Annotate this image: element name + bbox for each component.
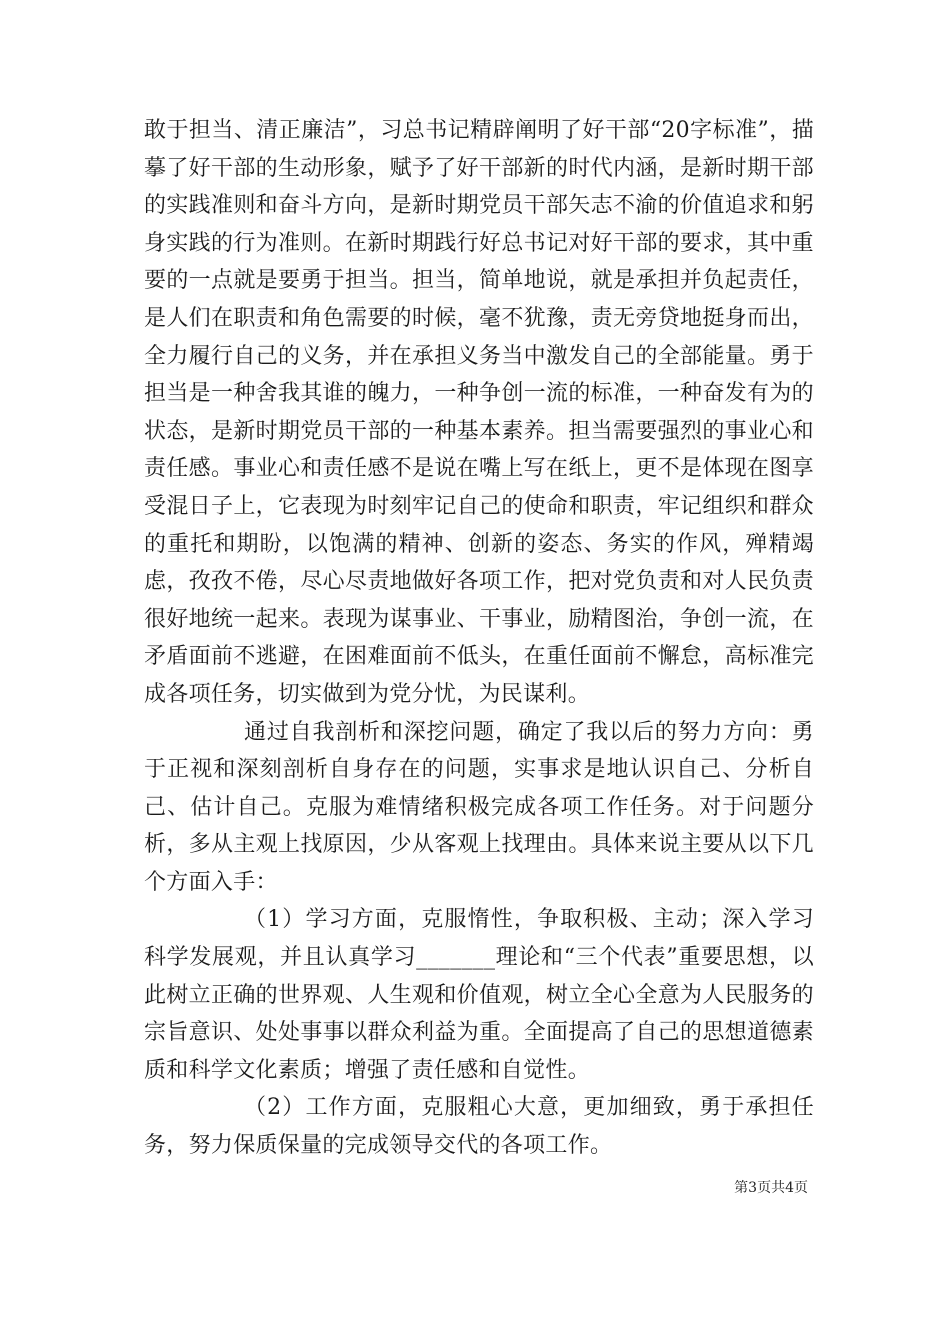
- paragraph-1: 敢于担当、清正廉洁”，习总书记精辟阐明了好干部“20字标准”，描摹了好干部的生动形象，赋予了好干部新的时代内涵，是新时期干部的实践准则和奋斗方向，是新时期党员干部矢志不渝的价值追求和躬身实践的行为准则。在新时期践行好总书记对好干部的要求，其中重要的一点就是要勇于担当。担当，简单地说，就是承担并负起责任，是人们在职责和角色需要的时候，毫不犹豫，责无旁贷地挺身而出，全力履行自己的义务，并在承担义务当中激发自己的全部能量。勇于担当是一种舍我其谁的魄力，一种争创一流的标准，一种奋发有为的状态，是新时期党员干部的一种基本素养。担当需要强烈的事业心和责任感。事业心和责任感不是说在嘴上写在纸上，更不是体现在图享受混日子上，它表现为时刻牢记自己的使命和职责，牢记组织和群众的重托和期盼，以饱满的精神、创新的姿态、务实的作风，殚精竭虑，孜孜不倦，尽心尽责地做好各项工作，把对党负责和对人民负责很好地统一起来。表现为谋事业、干事业，励精图治，争创一流，在矛盾面前不逃避，在困难面前不低头，在重任面前不懈怠，高标准完成各项任务，切实做到为党分忧，为民谋利。: [144, 118, 814, 707]
- page-number-footer: 第3页共4页: [734, 1180, 808, 1196]
- document-body: [144, 112, 814, 1165]
- paragraph-2: 通过自我剖析和深挖问题，确定了我以后的努力方向：勇于正视和深刻剖析自身存在的问题，实事求是地认识自己、分析自己、估计自己。克服为难情绪积极完成各项工作任务。对于问题分析，多从主观上找原因，少从客观上找理由。具体来说主要从以下几个方面入手：: [144, 719, 814, 895]
- paragraph-4: （2）工作方面，克服粗心大意，更加细致，勇于承担任务，努力保质保量的完成领导交代的各项工作。: [144, 1095, 814, 1159]
- paragraph-3: （1）学习方面，克服惰性，争取积极、主动；深入学习科学发展观，并且认真学习_______理论和“三个代表”重要思想，以此树立正确的世界观、人生观和价值观，树立全心全意为人民服务的宗旨意识、处处事事以群众利益为重。全面提高了自己的思想道德素质和科学文化素质；增强了责任感和自觉性。: [144, 907, 814, 1083]
